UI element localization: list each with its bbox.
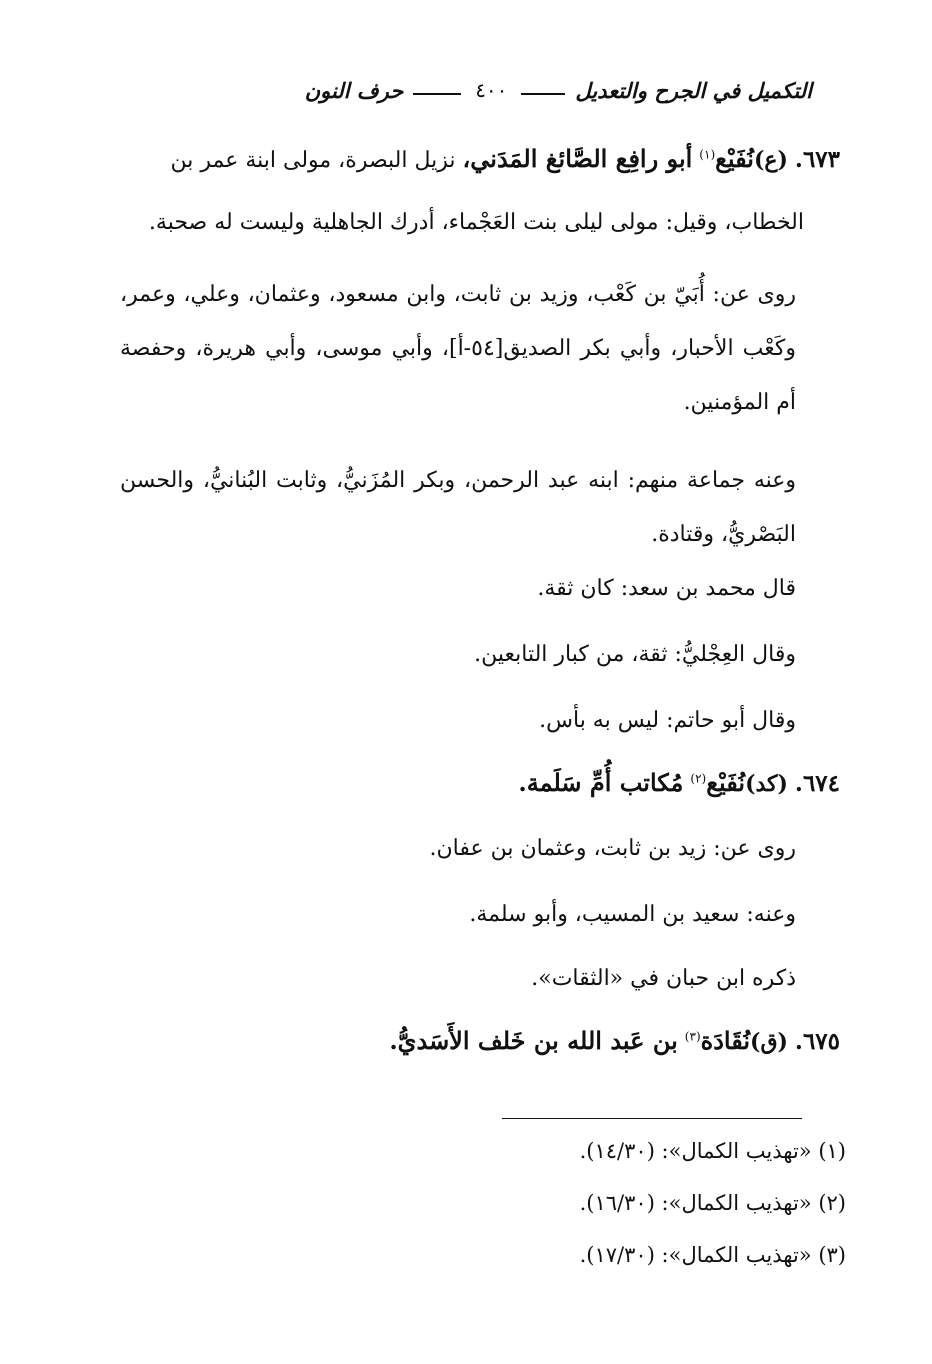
paragraph-narrators: وعنه جماعة منهم: ابنه عبد الرحمن، وبكر المُزَنيُّ، وثابت البُنانيُّ، والحسن البَصْريُّ، وقتادة. (120, 468, 797, 547)
entry-code: (كد) (745, 771, 788, 797)
entry-name-rest: مُكاتب أُمِّ سَلَمة. (518, 768, 684, 797)
header-dash (521, 93, 565, 95)
footnote-1: (١) «تهذيب الكمال»: (١٤/٣٠). (579, 1139, 846, 1163)
entry-674-heading (120, 756, 840, 812)
entry-code: (ع) (753, 147, 788, 173)
entry-number: ٦٧٣. (794, 146, 840, 173)
footnote-3: (٣) «تهذيب الكمال»: (١٧/٣٠). (579, 1243, 846, 1267)
entry-name: نُقَادَة (700, 1026, 751, 1055)
page-number: ٤٠٠ (475, 78, 508, 102)
entry-673-heading (120, 132, 840, 188)
entry-673-continuation (120, 196, 804, 250)
paragraph-narrators: وعنه: سعيد بن المسيب، وأبو سلمة. (469, 902, 796, 927)
entry-675-heading (120, 1014, 840, 1070)
footnote-marker: (١) (699, 147, 716, 162)
entry-description: نزيل البصرة، مولى ابنة عمر بن (170, 148, 456, 173)
footnote-separator (502, 1118, 802, 1119)
entry-number: ٦٧٤. (794, 770, 840, 797)
entry-name-rest: بن عَبد الله بن خَلف الأَسَديُّ. (389, 1026, 678, 1055)
paragraph-narrated-from: روى عن: أُبَيّ بن كَعْب، وزيد بن ثابت، وابن مسعود، وعثمان، وعلي، وعمر، وكَعْب الأحبار، وأبي بكر الصديق[٥٤-أ]، وأبي موسى، وأبي هريرة، وحفصة أم المؤمنين. (120, 282, 797, 415)
section-title: حرف النون (304, 77, 404, 103)
paragraph-opinion-ijli: وقال العِجْليُّ: ثقة، من كبار التابعين. (474, 642, 796, 667)
footnote-2: (٢) «تهذيب الكمال»: (١٦/٣٠). (579, 1191, 846, 1215)
entry-name: نُفَيْع (706, 768, 746, 797)
paragraph-narrated-from: روى عن: زيد بن ثابت، وعثمان بن عفان. (429, 836, 796, 861)
entry-description-line: الخطاب، وقيل: مولى ليلى بنت العَجْماء، أدرك الجاهلية وليست له صحبة. (148, 210, 804, 235)
header-dash (413, 93, 461, 95)
footnote-marker: (٢) (690, 771, 707, 786)
entry-number: ٦٧٥. (794, 1028, 840, 1055)
footnote-marker: (٣) (684, 1029, 701, 1044)
entry-code: (ق) (750, 1029, 788, 1055)
entry-name-rest: أبو رافِع الصَّائغ المَدَني، (462, 144, 693, 173)
running-header (160, 70, 812, 110)
entry-name: نُفَيْع (715, 144, 754, 173)
paragraph-opinion-abu-hatim: وقال أبو حاتم: ليس به بأس. (539, 708, 796, 733)
paragraph-opinion-ibn-saad: قال محمد بن سعد: كان ثقة. (537, 576, 796, 601)
book-title: التكميل في الجرح والتعديل (575, 77, 812, 103)
paragraph-ibn-hibban: ذكره ابن حبان في «الثقات». (531, 966, 796, 991)
